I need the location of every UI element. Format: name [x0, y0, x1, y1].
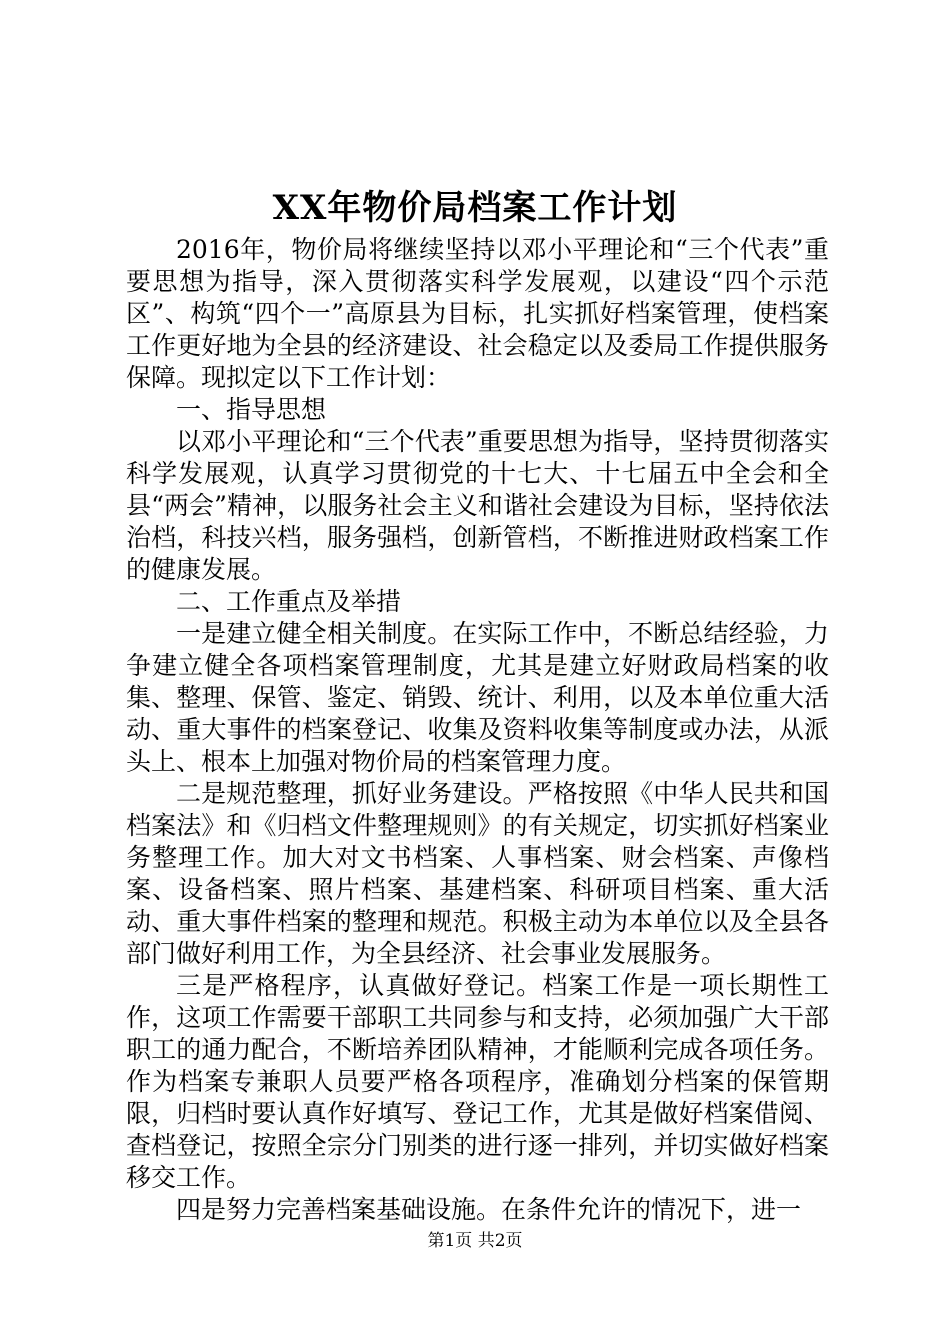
section-heading-guiding-ideology: 一、指导思想	[176, 395, 327, 424]
measure-paragraph-1: 一是建立健全相关制度。在实际工作中，不断总结经验，力争建立健全各项档案管理制度，尤其是建立好财政局档案的收集、整理、保管、鉴定、销毁、统计、利用，以及本单位重大活动、重大事件的档案登记、收集及资料收集等制度或办法，从派头上、根本上加强对物价局的档案管理力度。	[126, 619, 829, 776]
intro-paragraph: 2016年，物价局将继续坚持以邓小平理论和“三个代表”重要思想为指导，深入贯彻落实科学发展观，以建设“四个示范区”、构筑“四个一”高原县为目标，扎实抓好档案管理，使档案工作更好地为全县的经济建设、社会稳定以及委局工作提供服务保障。现拟定以下工作计划：	[126, 235, 829, 392]
measure-paragraph-2: 二是规范整理，抓好业务建设。严格按照《中华人民共和国档案法》和《归档文件整理规则》的有关规定，切实抓好档案业务整理工作。加大对文书档案、人事档案、财会档案、声像档案、设备档案、照片档案、基建档案、科研项目档案、重大活动、重大事件档案的整理和规范。积极主动为本单位以及全县各部门做好利用工作，为全县经济、社会事业发展服务。	[126, 779, 829, 968]
measure-paragraph-4: 四是努力完善档案基础设施。在条件允许的情况下，进一	[176, 1195, 802, 1224]
guiding-ideology-paragraph: 以邓小平理论和“三个代表”重要思想为指导，坚持贯彻落实科学发展观，认真学习贯彻党的十七大、十七届五中全会和全县“两会”精神，以服务社会主义和谐社会建设为目标，坚持依法治档，科技兴档，服务强档，创新管档，不断推进财政档案工作的健康发展。	[126, 427, 829, 584]
measure-paragraph-3: 三是严格程序，认真做好登记。档案工作是一项长期性工作，这项工作需要干部职工共同参与和支持，必须加强广大干部职工的通力配合，不断培养团队精神，才能顺利完成各项任务。作为档案专兼职人员要严格各项程序，准确划分档案的保管期限，归档时要认真作好填写、登记工作，尤其是做好档案借阅、查档登记，按照全宗分门别类的进行逐一排列，并切实做好档案移交工作。	[126, 971, 829, 1192]
document-title: XX年物价局档案工作计划	[272, 188, 678, 228]
document-body	[126, 234, 829, 1226]
section-heading-key-work: 二、工作重点及举措	[176, 587, 402, 616]
page-footer: 第1页 共2页	[427, 1231, 523, 1251]
